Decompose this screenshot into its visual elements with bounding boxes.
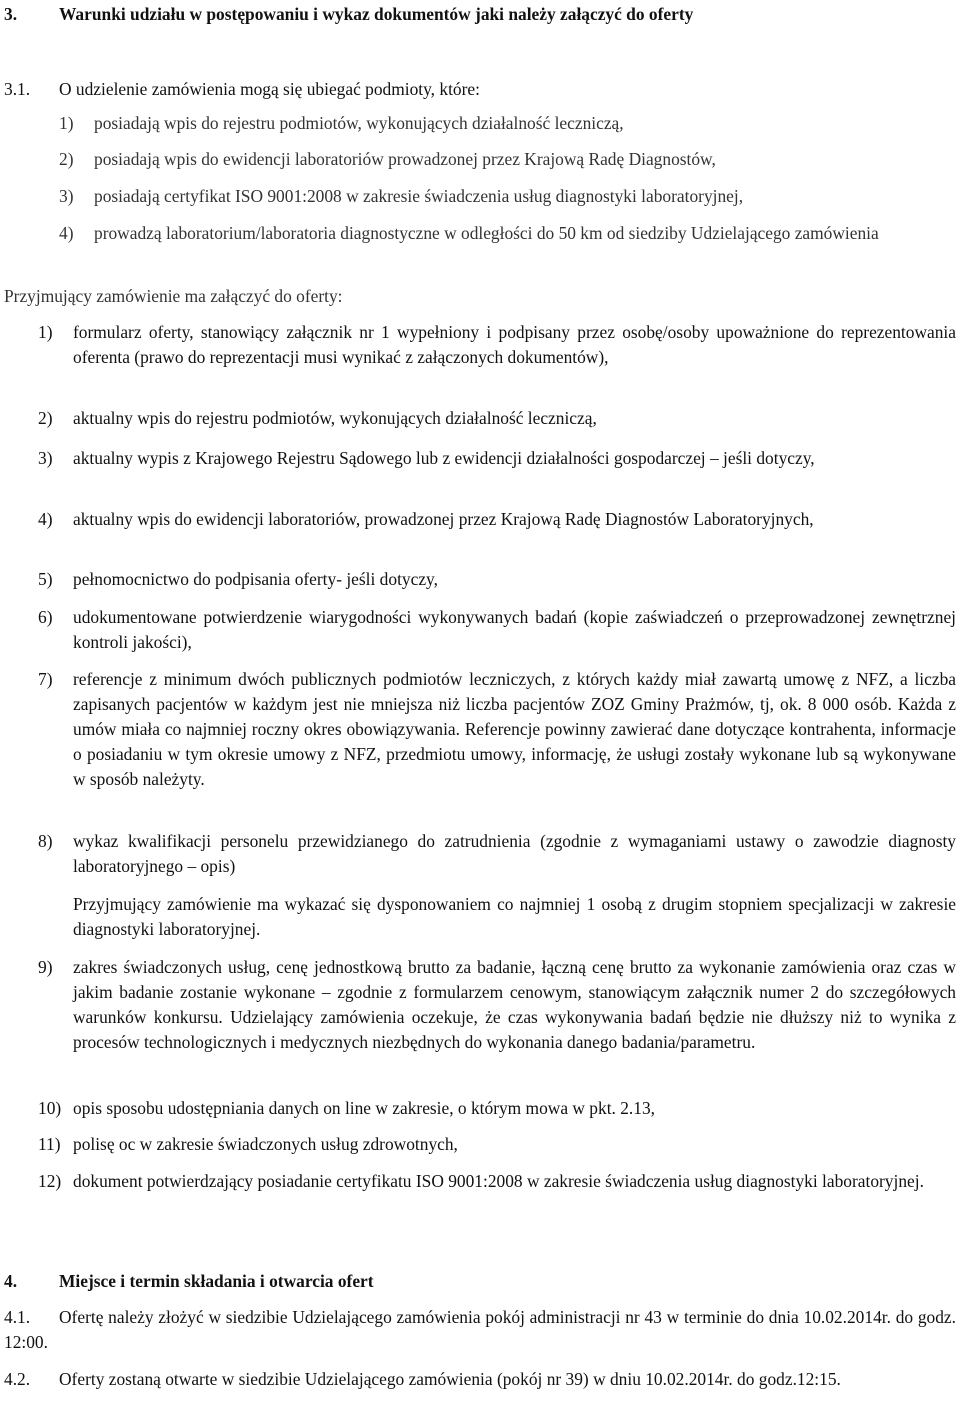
document-num: 10) bbox=[38, 1098, 62, 1118]
section-3-number: 3. bbox=[4, 4, 18, 24]
document-text: wykaz kwalifikacji personelu przewidzianego do zatrudnienia (zgodnie z wymaganiami ustawy o zawodzie diagnosty laboratoryjnego – opis) bbox=[73, 831, 956, 876]
document-text: formularz oferty, stanowiący załącznik nr 1 wypełniony i podpisany przez osobę/osoby upoważnione do reprezentowania oferenta (prawo do reprezentacji musi wynikać z załączonych dokumentów), bbox=[73, 322, 956, 367]
subsection-3-1-intro: O udzielenie zamówienia mogą się ubiegać podmioty, które: bbox=[59, 79, 480, 99]
subsection-number: 4.1. bbox=[4, 1307, 31, 1327]
condition-text: posiadają wpis do ewidencji laboratoriów prowadzonej przez Krajową Radę Diagnostów, bbox=[94, 149, 716, 169]
subsection-text: Oferty zostaną otwarte w siedzibie Udzielającego zamówienia (pokój nr 39) w dniu 10.02.2014r. do godz.12:15. bbox=[59, 1369, 841, 1389]
condition-num: 2) bbox=[59, 149, 74, 169]
document-num: 8) bbox=[38, 831, 53, 851]
document-text: aktualny wypis z Krajowego Rejestru Sądowego lub z ewidencji działalności gospodarczej – jeśli dotyczy, bbox=[73, 448, 815, 468]
document-text: aktualny wpis do rejestru podmiotów, wykonujących działalność leczniczą, bbox=[73, 408, 597, 428]
document-text: opis sposobu udostępniania danych on line w zakresie, o którym mowa w pkt. 2.13, bbox=[73, 1098, 656, 1118]
document-note: Przyjmujący zamówienie ma wykazać się dysponowaniem co najmniej 1 osobą z drugim stopniem specjalizacji w zakresie diagnostyki laboratoryjnej. bbox=[73, 894, 956, 939]
document-num: 2) bbox=[38, 408, 53, 428]
subsection-number: 4.2. bbox=[4, 1369, 31, 1389]
document-num: 12) bbox=[38, 1171, 62, 1191]
subsection-text: Ofertę należy złożyć w siedzibie Udzielającego zamówienia pokój administracji nr 43 w terminie do dnia 10.02.2014r. do godz. 12:00. bbox=[4, 1307, 956, 1352]
condition-num: 4) bbox=[59, 223, 74, 243]
condition-text: posiadają certyfikat ISO 9001:2008 w zakresie świadczenia usług diagnostyki laboratoryjnej, bbox=[94, 186, 744, 206]
document-num: 3) bbox=[38, 448, 53, 468]
section-3-title: Warunki udziału w postępowaniu i wykaz dokumentów jaki należy załączyć do oferty bbox=[59, 4, 694, 24]
document-text: aktualny wpis do ewidencji laboratoriów, prowadzonej przez Krajową Radę Diagnostów Laboratoryjnych, bbox=[73, 509, 814, 529]
document-num: 1) bbox=[38, 322, 53, 342]
condition-num: 1) bbox=[59, 113, 74, 133]
section-4-title: Miejsce i termin składania i otwarcia ofert bbox=[59, 1271, 374, 1291]
document-text: polisę oc w zakresie świadczonych usług zdrowotnych, bbox=[73, 1134, 458, 1154]
document-num: 9) bbox=[38, 957, 53, 977]
document-num: 4) bbox=[38, 509, 53, 529]
document-text: udokumentowane potwierdzenie wiarygodności wykonywanych badań (kopie zaświadczeń o przeprowadzonej zewnętrznej kontroli jakości), bbox=[73, 607, 956, 652]
document-num: 5) bbox=[38, 569, 53, 589]
section-4-number: 4. bbox=[4, 1271, 18, 1291]
document-text: zakres świadczonych usług, cenę jednostkową brutto za badanie, łączną cenę brutto za wykonanie zamówienia oraz czas w jakim badanie zostanie wykonane – zgodnie z formularzem cenowym, stanowiącym załącznik numer 2 do szczegółowych warunków konkursu. Udzielający zamówienia oczekuje, że czas wykonywania badań będzie nie dłuższy niż to wynika z procesów technologicznych i medycznych niezbędnych do wykonania danego badania/parametru. bbox=[73, 957, 956, 1052]
condition-num: 3) bbox=[59, 186, 74, 206]
subsection-3-1-number: 3.1. bbox=[4, 79, 31, 99]
condition-text: posiadają wpis do rejestru podmiotów, wykonujących działalność leczniczą, bbox=[94, 113, 624, 133]
documents-intro: Przyjmujący zamówienie ma załączyć do oferty: bbox=[4, 286, 343, 306]
document-num: 7) bbox=[38, 669, 53, 689]
document-num: 11) bbox=[38, 1134, 61, 1154]
document-text: dokument potwierdzający posiadanie certyfikatu ISO 9001:2008 w zakresie świadczenia usług diagnostyki laboratoryjnej. bbox=[73, 1171, 924, 1191]
document-num: 6) bbox=[38, 607, 53, 627]
condition-text: prowadzą laboratorium/laboratoria diagnostyczne w odległości do 50 km od siedziby Udzielającego zamówienia bbox=[94, 223, 879, 243]
document-text: referencje z minimum dwóch publicznych podmiotów leczniczych, z których każdy miał zawartą umowę z NFZ, a liczba zapisanych pacjentów w każdym jest nie mniejsza niż liczba pacjentów ZOZ Gminy Prażmów, tj, ok. 8 000 osób. Każda z umów miała co najmniej roczny okres obowiązywania. Referencje powinny zawierać dane dotyczące kontrahenta, informacje o posiadaniu w tym okresie umowy z NFZ, przedmiotu umowy, informację, że usługi zostały wykonane lub są wykonywane w sposób należyty. bbox=[73, 669, 956, 789]
document-text: pełnomocnictwo do podpisania oferty- jeśli dotyczy, bbox=[73, 569, 438, 589]
